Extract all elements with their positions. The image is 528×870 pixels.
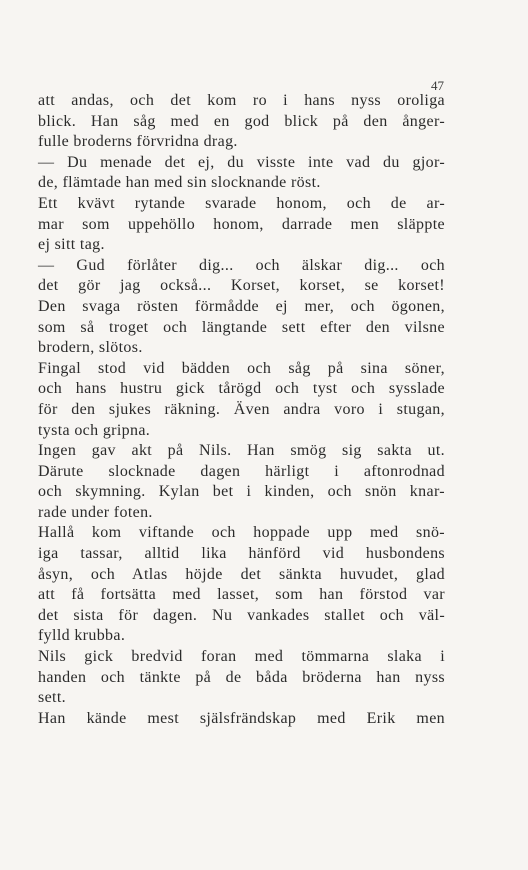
text-line: fulle broderns förvridna drag. [38, 133, 238, 151]
text-line: Ingen gav akt på Nils. Han smög sig sakta ut. [38, 442, 445, 460]
text-line: — Gud förlåter dig... och älskar dig... och [38, 256, 445, 274]
text-line: det sista för dagen. Nu vankades stallet och väl- [38, 606, 445, 624]
text-line: det gör jag också... Korset, korset, se korset! [38, 277, 445, 295]
text-line: de, flämtade han med sin slocknande röst. [38, 174, 321, 192]
text-line: Ett kvävt rytande svarade honom, och de ar- [38, 194, 445, 212]
body-text [38, 91, 445, 729]
text-line: mar som uppehöllo honom, darrade men släppte [38, 215, 445, 233]
text-line: Den svaga rösten förmådde ej mer, och ögonen, [38, 297, 445, 315]
text-line: fylld krubba. [38, 627, 126, 645]
text-line: iga tassar, alltid lika hänförd vid husbondens [38, 545, 445, 563]
text-line: ej sitt tag. [38, 236, 105, 254]
text-line: Därute slocknade dagen härligt i aftonrodnad [38, 462, 445, 480]
text-line: Hallå kom viftande och hoppade upp med snö- [38, 524, 445, 542]
text-line: för den sjukes räkning. Även andra voro i stugan, [38, 400, 445, 418]
text-line: handen och tänkte på de båda bröderna han nyss [38, 668, 445, 686]
page-number: 47 [431, 78, 444, 93]
text-line: blick. Han såg med en god blick på den ånger- [38, 112, 445, 130]
text-line: — Du menade det ej, du visste inte vad du gjor- [38, 153, 445, 171]
text-line: sett. [38, 689, 66, 707]
text-line: rade under foten. [38, 503, 153, 521]
text-line: och skymning. Kylan bet i kinden, och snön knar- [38, 483, 445, 501]
text-line: och hans hustru gick tårögd och tyst och sysslade [38, 380, 445, 398]
text-line: Nils gick bredvid foran med tömmarna slaka i [38, 648, 445, 666]
text-line: brodern, slötos. [38, 339, 143, 357]
text-line: Han kände mest själsfrändskap med Erik men [38, 709, 445, 727]
text-line: som så troget och längtande sett efter den vilsne [38, 318, 445, 336]
text-line: åsyn, och Atlas höjde det sänkta huvudet, glad [38, 565, 445, 583]
text-line: Fingal stod vid bädden och såg på sina söner, [38, 359, 445, 377]
text-line: tysta och gripna. [38, 421, 151, 439]
text-line: att andas, och det kom ro i hans nyss oroliga [38, 92, 445, 109]
text-line: att få fortsätta med lasset, som han förstod var [38, 586, 445, 604]
